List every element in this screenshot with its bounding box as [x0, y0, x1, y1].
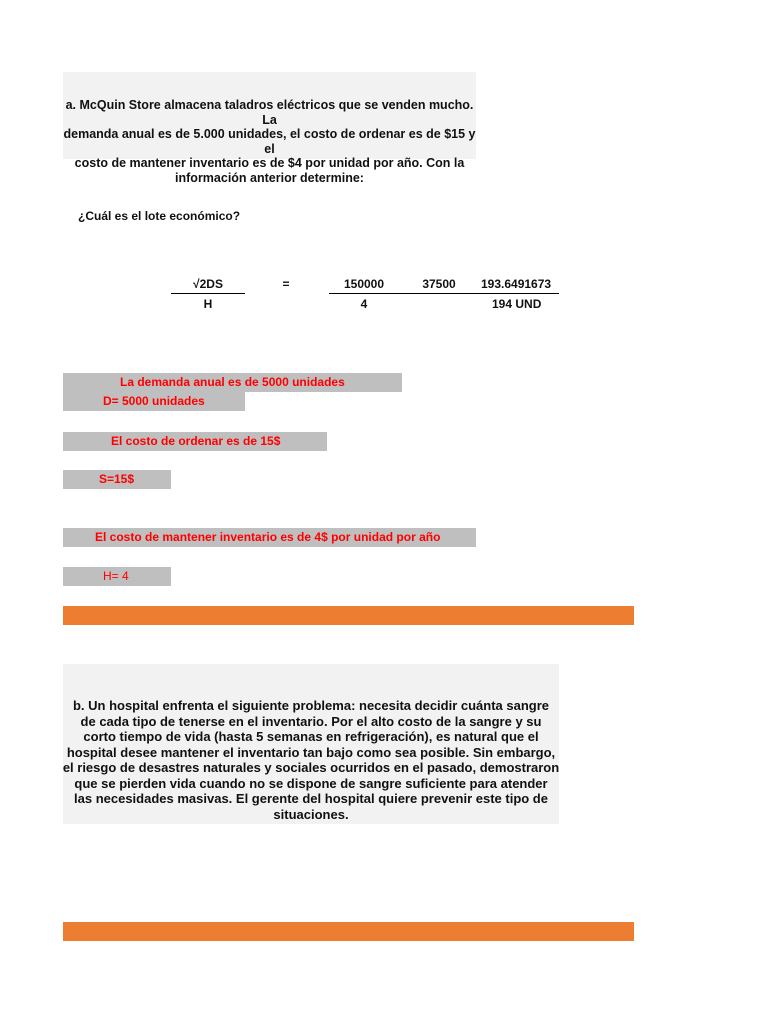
formula-value-underline	[329, 293, 559, 294]
formula-value-2: 37500	[422, 277, 456, 291]
section-divider-top	[63, 606, 634, 625]
holding-cost-note: El costo de mantener inventario es de 4$ por unidad por año	[95, 530, 441, 544]
demand-note: La demanda anual es de 5000 unidades	[120, 375, 345, 389]
formula-numerator: √2DS	[171, 277, 245, 294]
formula-denominator: H	[203, 297, 213, 311]
order-cost-note: El costo de ordenar es de 15$	[111, 434, 281, 448]
section-divider-bottom	[63, 922, 634, 941]
formula-rounded-result: 194 UND	[492, 297, 542, 311]
eoq-question: ¿Cuál es el lote económico?	[78, 209, 241, 223]
holding-cost-value: H= 4	[103, 569, 129, 583]
problem-b-statement: b. Un hospital enfrenta el siguiente problema: necesita decidir cuánta sangre de cada tipo de tenerse en el inventario. Por el alto costo de la sangre y su corto tiempo de vida (hasta 5 semanas en refrigeración), es natural que el hospital desee mantener el inventario tan bajo como sea posible. Sin embargo, el riesgo de desastres naturales y sociales ocurridos en el pasado, demostraron que se pierden vida cuando no se dispone de sangre suficiente para atender las necesidades masivas. El gerente del hospital quiere prevenir este tipo de situaciones.	[62, 698, 560, 822]
formula-result: 193.6491673	[481, 277, 552, 291]
order-cost-value: S=15$	[99, 472, 135, 486]
problem-a-statement: a. McQuin Store almacena taladros eléctricos que se venden mucho. La demanda anual es de 5.000 unidades, el costo de ordenar es de $15 y el costo de mantener inventario es de $4 por unidad por año. Con la información anterior determine:	[63, 98, 476, 185]
formula-value-1: 150000	[343, 277, 385, 291]
formula-equals: =	[282, 277, 290, 291]
formula-denominator-value: 4	[360, 297, 368, 311]
demand-value: D= 5000 unidades	[103, 394, 205, 408]
